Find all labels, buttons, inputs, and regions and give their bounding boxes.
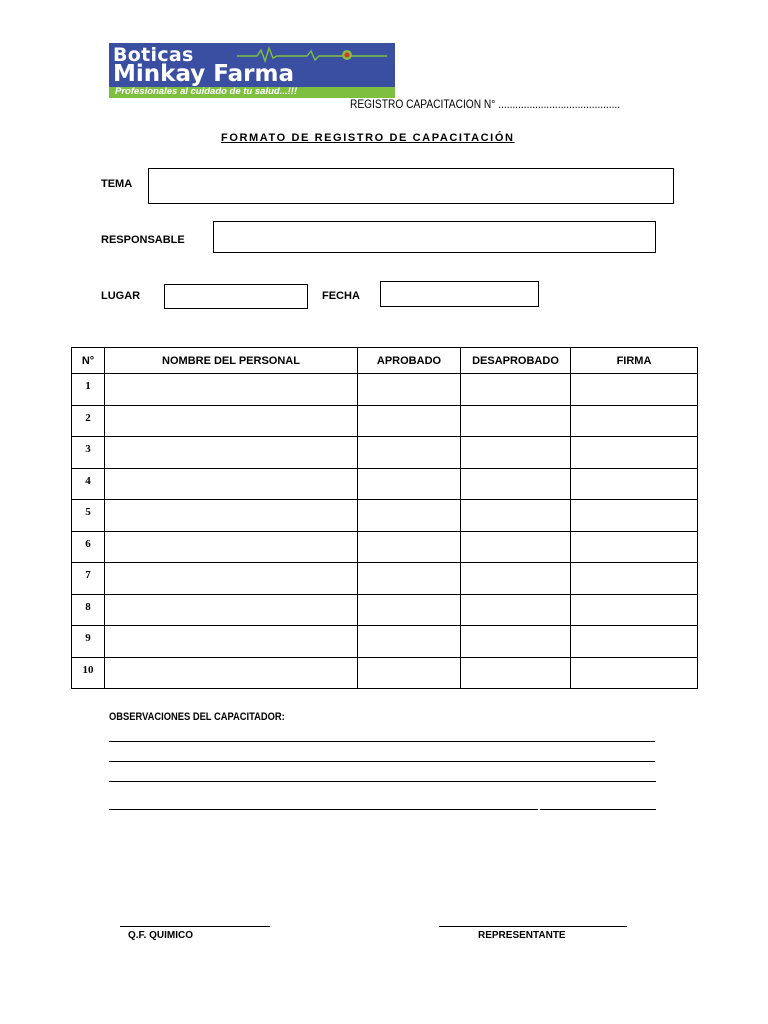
signature-label-left: Q.F. QUIMICO (128, 930, 193, 941)
registro-table (71, 347, 698, 689)
registro-label: REGISTRO CAPACITACION N° (350, 97, 496, 111)
table-row (72, 500, 698, 532)
nombre-cell[interactable] (105, 500, 358, 532)
desaprobado-cell[interactable] (461, 500, 571, 532)
aprobado-cell[interactable] (358, 657, 461, 689)
aprobado-cell[interactable] (358, 500, 461, 532)
nombre-cell[interactable] (105, 531, 358, 563)
header-numero: N° (72, 348, 105, 374)
table-row (72, 657, 698, 689)
observaciones-line-1[interactable] (109, 741, 655, 742)
row-number: 4 (72, 468, 105, 500)
row-number: 9 (72, 626, 105, 658)
firma-cell[interactable] (571, 563, 698, 595)
firma-cell[interactable] (571, 626, 698, 658)
nombre-cell[interactable] (105, 563, 358, 595)
observaciones-label: OBSERVACIONES DEL CAPACITADOR: (109, 711, 285, 723)
nombre-cell[interactable] (105, 374, 358, 406)
aprobado-cell[interactable] (358, 563, 461, 595)
firma-cell[interactable] (571, 405, 698, 437)
header-nombre: NOMBRE DEL PERSONAL (105, 348, 358, 374)
table-row (72, 626, 698, 658)
observaciones-line-3[interactable] (109, 781, 656, 782)
logo-slogan: Profesionales al cuidado de tu salud...!!! (115, 86, 298, 97)
firma-cell[interactable] (571, 657, 698, 689)
aprobado-cell[interactable] (358, 374, 461, 406)
fecha-field[interactable] (380, 281, 539, 307)
observaciones-line-4a[interactable] (109, 809, 538, 810)
heartbeat-icon (237, 46, 387, 64)
signature-labels-clip (0, 928, 768, 941)
registro-number (350, 97, 620, 111)
nombre-cell[interactable] (105, 437, 358, 469)
aprobado-cell[interactable] (358, 594, 461, 626)
header-desaprobado: DESAPROBADO (461, 348, 571, 374)
desaprobado-cell[interactable] (461, 437, 571, 469)
aprobado-cell[interactable] (358, 437, 461, 469)
firma-cell[interactable] (571, 374, 698, 406)
responsable-label: RESPONSABLE (101, 234, 185, 246)
table-row (72, 531, 698, 563)
lugar-field[interactable] (164, 284, 308, 309)
table-row (72, 374, 698, 406)
desaprobado-cell[interactable] (461, 657, 571, 689)
table-row (72, 405, 698, 437)
aprobado-cell[interactable] (358, 626, 461, 658)
firma-cell[interactable] (571, 437, 698, 469)
row-number: 8 (72, 594, 105, 626)
observaciones-line-2[interactable] (109, 761, 655, 762)
row-number: 6 (72, 531, 105, 563)
tema-label: TEMA (101, 178, 133, 190)
table-row (72, 563, 698, 595)
nombre-cell[interactable] (105, 405, 358, 437)
fecha-label: FECHA (322, 290, 360, 302)
row-number: 7 (72, 563, 105, 595)
table-header-row (72, 348, 698, 374)
registro-dots: ........................................... (498, 97, 621, 111)
desaprobado-cell[interactable] (461, 374, 571, 406)
row-number: 3 (72, 437, 105, 469)
row-number: 1 (72, 374, 105, 406)
aprobado-cell[interactable] (358, 405, 461, 437)
firma-cell[interactable] (571, 594, 698, 626)
firma-cell[interactable] (571, 468, 698, 500)
observaciones-line-4b[interactable] (540, 809, 656, 810)
nombre-cell[interactable] (105, 657, 358, 689)
nombre-cell[interactable] (105, 468, 358, 500)
desaprobado-cell[interactable] (461, 594, 571, 626)
aprobado-cell[interactable] (358, 531, 461, 563)
desaprobado-cell[interactable] (461, 626, 571, 658)
table-row (72, 437, 698, 469)
desaprobado-cell[interactable] (461, 531, 571, 563)
nombre-cell[interactable] (105, 626, 358, 658)
header-firma: FIRMA (571, 348, 698, 374)
desaprobado-cell[interactable] (461, 405, 571, 437)
signature-line-right[interactable] (439, 926, 627, 927)
logo-line-2: Minkay Farma (113, 61, 294, 87)
responsable-field[interactable] (213, 221, 656, 253)
header-aprobado: APROBADO (358, 348, 461, 374)
firma-cell[interactable] (571, 531, 698, 563)
row-number: 5 (72, 500, 105, 532)
company-logo (109, 43, 395, 98)
tema-field[interactable] (148, 168, 674, 204)
row-number: 10 (72, 657, 105, 689)
signature-line-left[interactable] (120, 926, 270, 927)
table-row (72, 594, 698, 626)
nombre-cell[interactable] (105, 594, 358, 626)
lugar-label: LUGAR (101, 290, 141, 302)
aprobado-cell[interactable] (358, 468, 461, 500)
desaprobado-cell[interactable] (461, 563, 571, 595)
row-number: 2 (72, 405, 105, 437)
table-row (72, 468, 698, 500)
logo-line-1: Boticas (113, 44, 194, 66)
signature-label-right: REPRESENTANTE (478, 930, 566, 941)
firma-cell[interactable] (571, 500, 698, 532)
form-title: FORMATO DE REGISTRO DE CAPACITACIÓN (221, 132, 515, 144)
desaprobado-cell[interactable] (461, 468, 571, 500)
